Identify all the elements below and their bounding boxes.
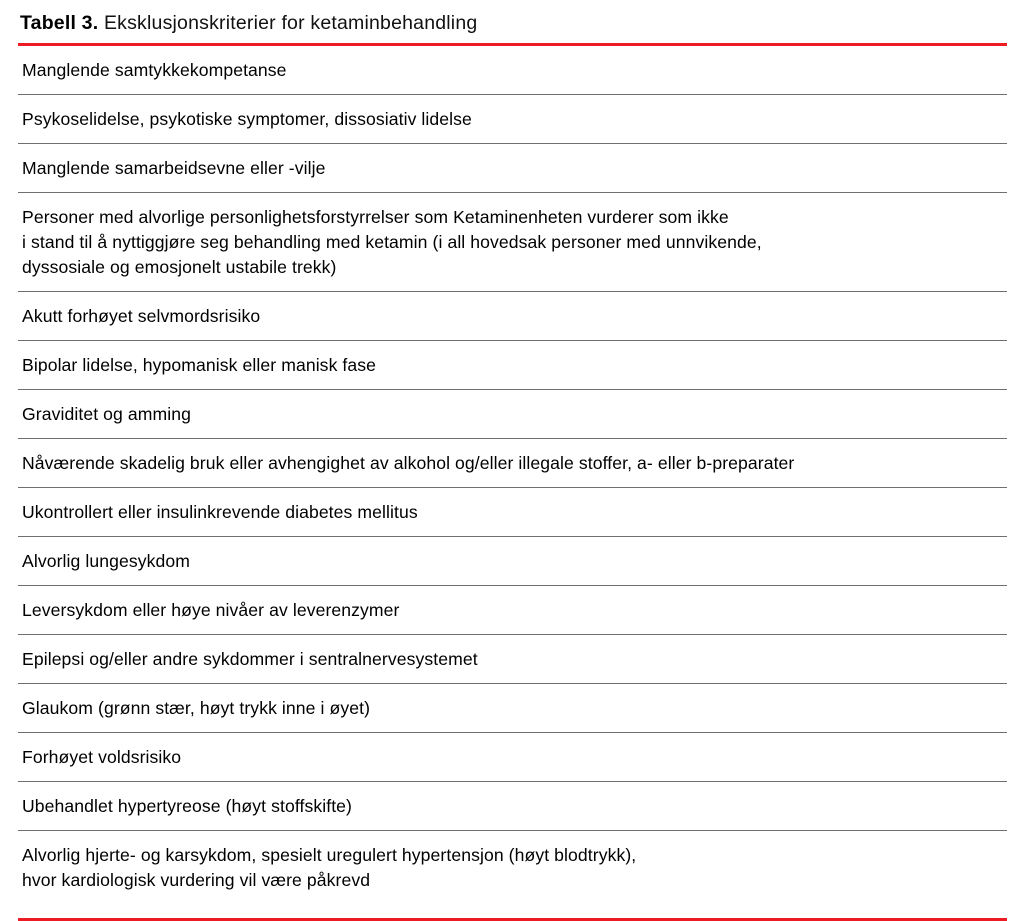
table-caption-title: Eksklusjonskriterier for ketaminbehandling [103,12,478,34]
criterion-line: Ubehandlet hypertyreose (høyt stoffskifte) [22,796,352,816]
criterion-cell [18,439,1007,488]
criterion-cell [18,488,1007,537]
table-row [18,635,1007,684]
criterion-line: Graviditet og amming [22,404,191,424]
criterion-line: hvor kardiologisk vurdering vil være påkrevd [22,870,371,890]
criterion-cell [18,292,1007,341]
criterion-cell [18,537,1007,586]
criterion-line: Manglende samtykkekompetanse [22,60,287,80]
criterion-line: Psykoselidelse, psykotiske symptomer, dissosiativ lidelse [22,109,472,129]
criterion-line: i stand til å nyttiggjøre seg behandling med ketamin (i all hovedsak personer med unnvikende, [22,232,762,252]
criterion-line: Ukontrollert eller insulinkrevende diabetes mellitus [22,502,418,522]
criterion-cell [18,733,1007,782]
criterion-cell [18,782,1007,831]
table-row [18,144,1007,193]
criterion-line: Akutt forhøyet selvmordsrisiko [22,306,261,326]
exclusion-criteria-table [18,46,1007,904]
table-row [18,831,1007,905]
criterion-cell [18,684,1007,733]
table-caption-label: Tabell 3. [20,12,99,34]
table-row [18,46,1007,95]
criterion-cell [18,341,1007,390]
table-body [18,46,1007,904]
criterion-cell [18,46,1007,95]
table-row [18,341,1007,390]
criterion-line: Alvorlig hjerte- og karsykdom, spesielt uregulert hypertensjon (høyt blodtrykk), [22,845,637,865]
table-row [18,390,1007,439]
criterion-cell [18,390,1007,439]
criterion-line: Glaukom (grønn stær, høyt trykk inne i øyet) [22,698,371,718]
criterion-cell [18,193,1007,292]
table-row [18,95,1007,144]
criterion-line: Personer med alvorlige personlighetsforstyrrelser som Ketaminenheten vurderer som ikke [22,207,729,227]
table-row [18,292,1007,341]
criterion-line: Nåværende skadelig bruk eller avhengighet av alkohol og/eller illegale stoffer, a- eller b-preparater [22,453,795,473]
criterion-line: Bipolar lidelse, hypomanisk eller manisk fase [22,355,377,375]
criterion-cell [18,831,1007,905]
criterion-line: Manglende samarbeidsevne eller -vilje [22,158,326,178]
criterion-line: dyssosiale og emosjonelt ustabile trekk) [22,257,337,277]
criterion-cell [18,635,1007,684]
bottom-spacer [0,904,1024,918]
table-row [18,439,1007,488]
table-row [18,488,1007,537]
criterion-cell [18,95,1007,144]
criterion-cell [18,144,1007,193]
table-row [18,782,1007,831]
table-caption [0,0,1024,36]
table-row [18,586,1007,635]
table-row [18,733,1007,782]
criterion-line: Forhøyet voldsrisiko [22,747,182,767]
criterion-cell [18,586,1007,635]
table-row [18,537,1007,586]
table-row [18,684,1007,733]
criterion-line: Leversykdom eller høye nivåer av leverenzymer [22,600,400,620]
criterion-line: Epilepsi og/eller andre sykdommer i sentralnervesystemet [22,649,478,669]
table-row [18,193,1007,292]
criterion-line: Alvorlig lungesykdom [22,551,190,571]
